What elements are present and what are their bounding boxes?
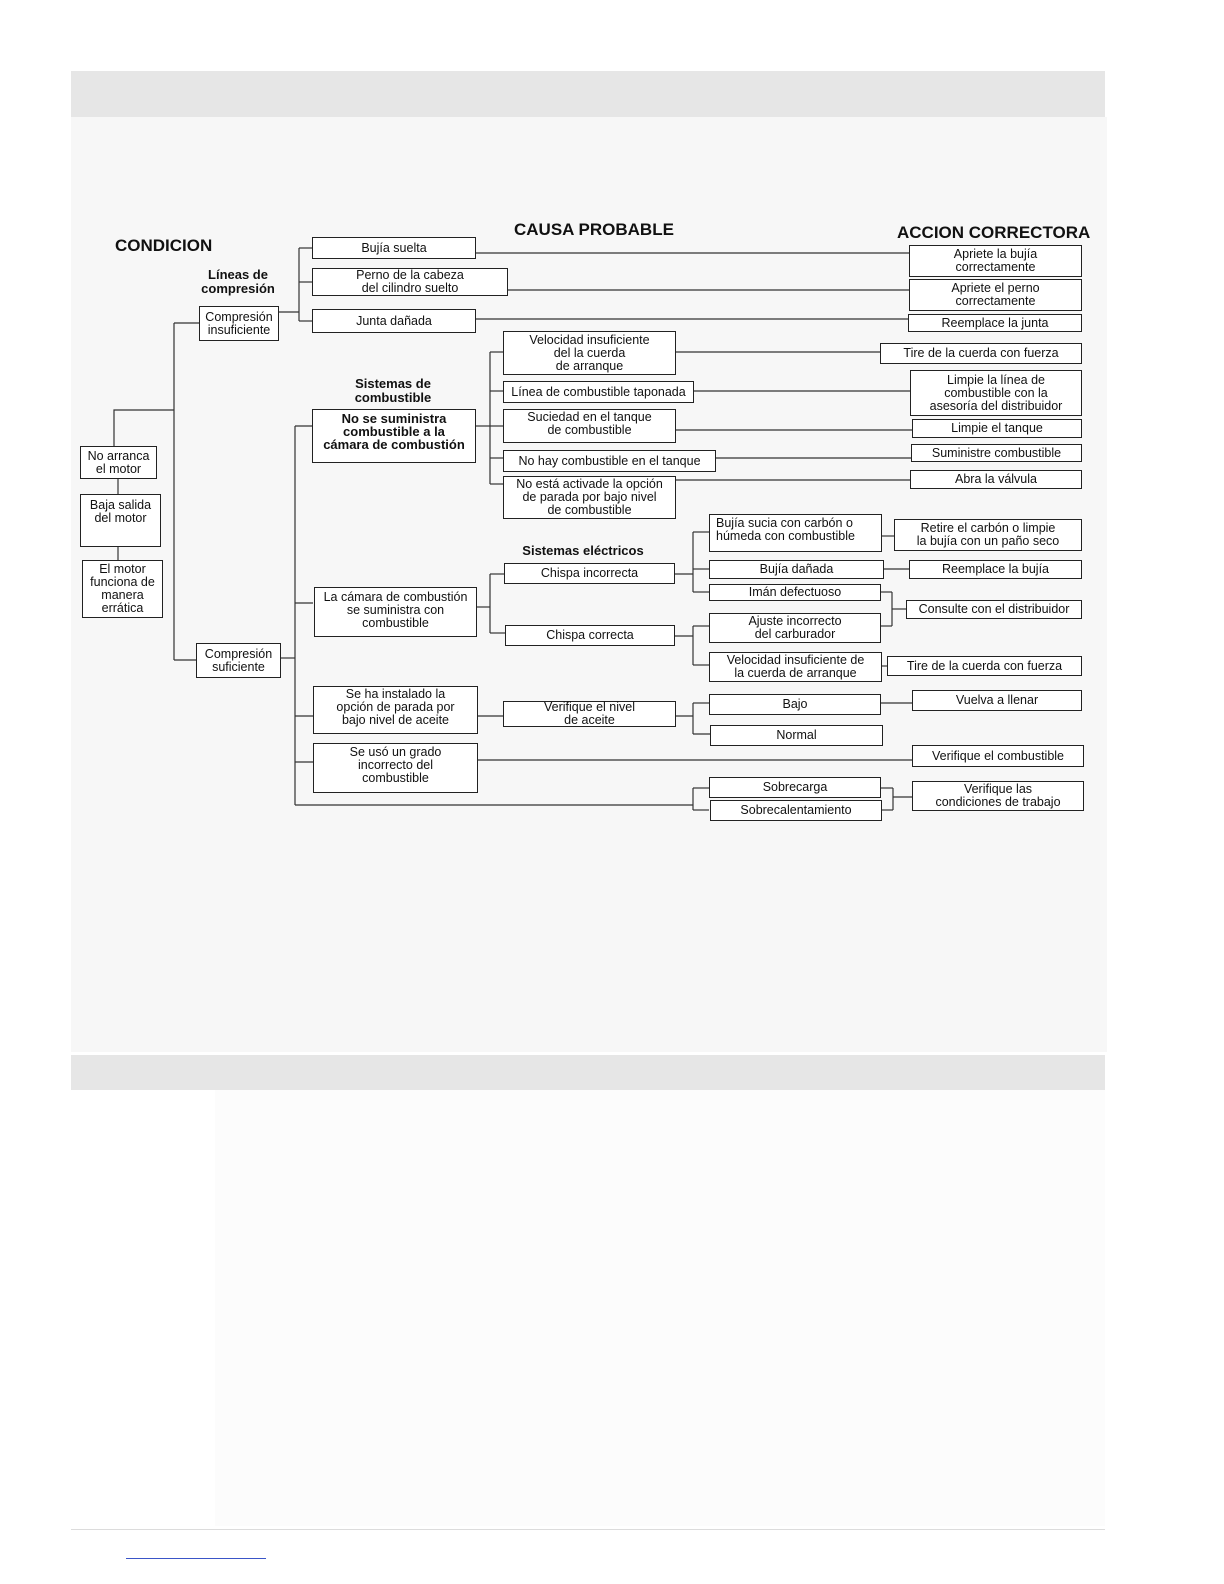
condition-no-start: No arranca el motor	[80, 446, 157, 479]
action-refill: Vuelva a llenar	[912, 690, 1082, 711]
action-pull-hard-2: Tire de la cuerda con fuerza	[887, 656, 1082, 676]
action-clean-line: Limpie la línea de combustible con la asesoría del distribuidor	[910, 370, 1082, 416]
cause-overload: Sobrecarga	[709, 777, 881, 798]
action-remove-carbon: Retire el carbón o limpie la bujía con un paño seco	[894, 519, 1082, 551]
cause-fuel-line-clogged: Línea de combustible taponada	[503, 381, 694, 403]
cause-spark-incorrect: Chispa incorrecta	[504, 563, 675, 584]
cause-loose-plug: Bujía suelta	[312, 237, 476, 259]
cause-loose-head-bolt: Perno de la cabeza del cilindro suelto	[312, 268, 508, 296]
header-action: ACCION CORRECTORA	[897, 223, 1091, 242]
action-consult-dealer: Consulte con el distribuidor	[906, 600, 1082, 619]
cause-no-fuel: No hay combustible en el tanque	[503, 450, 716, 472]
cause-check-oil: Verifique el nivel de aceite	[503, 701, 676, 727]
action-replace-gasket: Reemplace la junta	[908, 314, 1082, 332]
action-pull-hard: Tire de la cuerda con fuerza	[880, 343, 1082, 364]
action-supply-fuel: Suministre combustible	[911, 444, 1082, 462]
cause-oil-low: Bajo	[709, 694, 881, 715]
cause-fuel-not-supplied: No se suministra combustible a la cámara de combustión	[312, 409, 476, 463]
condition-low-output: Baja salida del motor	[80, 494, 161, 547]
cause-wrong-grade: Se usó un grado incorrecto del combustible	[313, 743, 478, 793]
cause-low-oil-installed: Se ha instalado la opción de parada por bajo nivel de aceite	[313, 686, 478, 734]
cause-magnet-defective: Imán defectuoso	[709, 584, 881, 601]
cause-dirty-tank: Suciedad en el tanque de combustible	[503, 409, 676, 443]
cause-damaged-gasket: Junta dañada	[312, 309, 476, 333]
action-check-conditions: Verifique las condiciones de trabajo	[912, 781, 1084, 811]
label-compression-lines: Líneas de compresión	[201, 267, 275, 296]
action-replace-plug: Reemplace la bujía	[909, 560, 1082, 579]
condition-erratic: El motor funciona de manera errática	[82, 560, 163, 618]
action-tighten-bolt: Apriete el perno correctamente	[909, 279, 1082, 311]
cause-chamber-supplied: La cámara de combustión se suministra con combustible	[314, 587, 477, 637]
cause-plug-damaged: Bujía dañada	[709, 560, 884, 579]
label-electrical-systems: Sistemas eléctricos	[522, 543, 644, 558]
cause-carb-adjust: Ajuste incorrecto del carburador	[709, 613, 881, 643]
cause-plug-fouled: Bujía sucia con carbón o húmeda con combustible	[709, 514, 882, 552]
compression-sufficient: Compresión suficiente	[196, 643, 281, 678]
action-clean-tank: Limpie el tanque	[912, 419, 1082, 438]
action-open-valve: Abra la válvula	[910, 470, 1082, 489]
cause-overheat: Sobrecalentamiento	[710, 800, 882, 821]
action-check-fuel: Verifique el combustible	[912, 745, 1084, 767]
cause-oil-normal: Normal	[710, 725, 883, 746]
cause-spark-correct: Chispa correcta	[505, 625, 675, 646]
compression-insufficient: Compresión insuficiente	[199, 306, 279, 341]
header-cause: CAUSA PROBABLE	[514, 220, 674, 239]
cause-slow-pull-2: Velocidad insuficiente de la cuerda de arranque	[709, 652, 882, 682]
cause-slow-pull: Velocidad insuficiente del la cuerda de arranque	[503, 331, 676, 375]
action-tighten-plug: Apriete la bujía correctamente	[909, 245, 1082, 277]
label-fuel-systems: Sistemas de combustible	[354, 376, 432, 405]
cause-low-fuel-shutoff: No está activade la opción de parada por bajo nivel de combustible	[503, 476, 676, 519]
header-condition: CONDICION	[115, 236, 213, 255]
